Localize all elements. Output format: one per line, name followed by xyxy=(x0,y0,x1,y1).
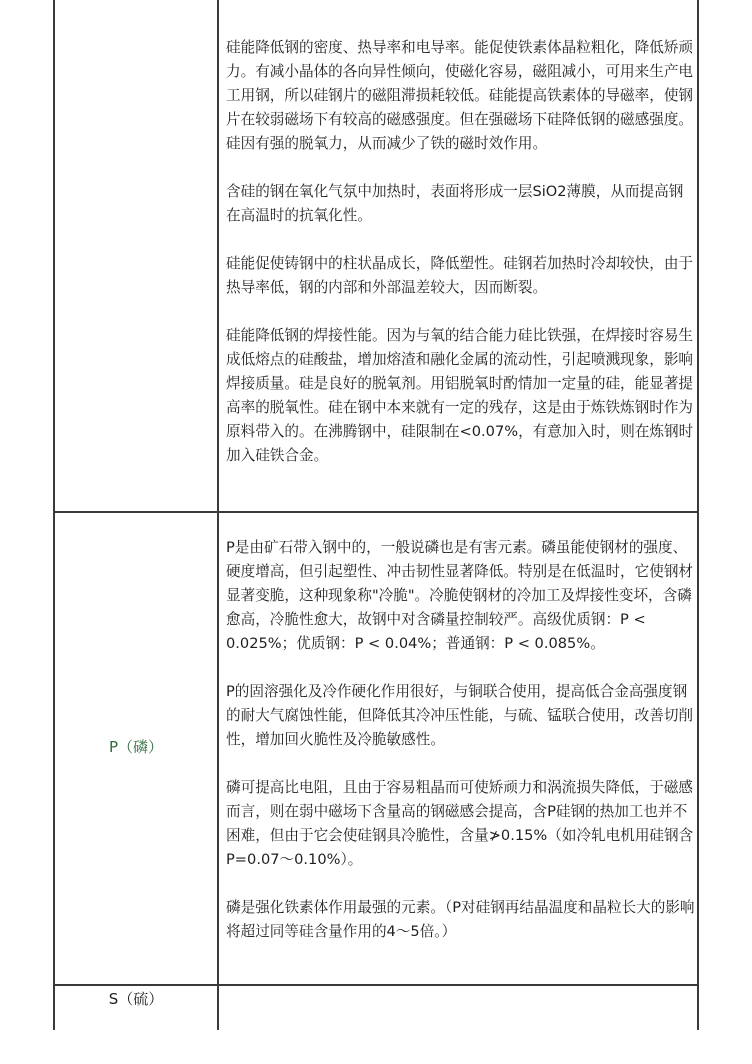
row-1-content-cell xyxy=(226,36,696,468)
row-2-content-cell xyxy=(226,536,696,944)
silicon-paragraph-2: 含硅的钢在氧化气氛中加热时，表面将形成一层SiO2薄膜，从而提高钢在高温时的抗氧化性。 xyxy=(226,183,684,224)
silicon-paragraph-4: 硅能降低钢的焊接性能。因为与氧的结合能力硅比铁强，在焊接时容易生成低熔点的硅酸盐，增加熔渣和融化金属的流动性，引起喷溅现象，影响焊接质量。硅是良好的脱氧剂。用铝脱氧时酌情加一定量的硅，能显著提高率的脱氧性。硅在钢中本来就有一定的残存，这是由于炼铁炼钢时作为原料带入的。在沸腾钢中，硅限制在<0.07%，有意加入时，则在炼钢时加入硅铁合金。 xyxy=(226,327,694,464)
silicon-paragraph-3: 硅能促使铸钢中的柱状晶成长，降低塑性。硅钢若加热时冷却较快，由于热导率低，钢的内部和外部温差较大，因而断裂。 xyxy=(226,255,694,296)
phosphorus-paragraph-4: 磷是强化铁素体作用最强的元素。（P对硅钢再结晶温度和晶粒长大的影响将超过同等硅含量作用的4～5倍。） xyxy=(226,899,695,940)
table-left-border xyxy=(53,0,55,1030)
phosphorus-paragraph-3: 磷可提高比电阻，且由于容易粗晶而可使矫顽力和涡流损失降低，于磁感而言，则在弱中磁场下含量高的钢磁感会提高，含P硅钢的热加工也并不困难，但由于它会使硅钢具冷脆性，含量≯0.15%（如冷轧电机用硅钢含P=0.07～0.10%）。 xyxy=(226,779,694,868)
table-column-divider xyxy=(217,0,219,1030)
phosphorus-paragraph-2: P的固溶强化及冷作硬化作用很好，与铜联合使用，提高低合金高强度钢的耐大气腐蚀性能，但降低其冷冲压性能，与硫、锰联合使用，改善切削性，增加回火脆性及冷脆敏感性。 xyxy=(226,683,694,748)
row-3-element-cell: S（硫） xyxy=(108,990,164,1008)
row-divider-2 xyxy=(53,984,698,986)
silicon-paragraph-1: 硅能降低钢的密度、热导率和电导率。能促使铁素体晶粒粗化，降低矫顽力。有减小晶体的各向异性倾向，使磁化容易，磁阻减小，可用来生产电工用钢，所以硅钢片的磁阻滞损耗较低。硅能提高铁素体的导磁率，使钢片在较弱磁场下有较高的磁感强度。但在强磁场下硅降低钢的磁感强度。硅因有强的脱氧力，从而减少了铁的磁时效作用。 xyxy=(226,39,694,152)
row-divider-1 xyxy=(53,511,698,513)
table-right-border xyxy=(697,0,699,1030)
phosphorus-paragraph-1: P是由矿石带入钢中的，一般说磷也是有害元素。磷虽能使钢材的强度、硬度增高，但引起塑性、冲击韧性显著降低。特别是在低温时，它使钢材显著变脆，这种现象称"冷脆"。冷脆使钢材的冷加工及焊接性变坏，含磷愈高，冷脆性愈大，故钢中对含磷量控制较严。高级优质钢：P < 0.025%；优质钢：P < 0.04%；普通钢：P < 0.085%。 xyxy=(226,539,694,652)
row-2-element-cell: P（磷） xyxy=(108,738,164,756)
